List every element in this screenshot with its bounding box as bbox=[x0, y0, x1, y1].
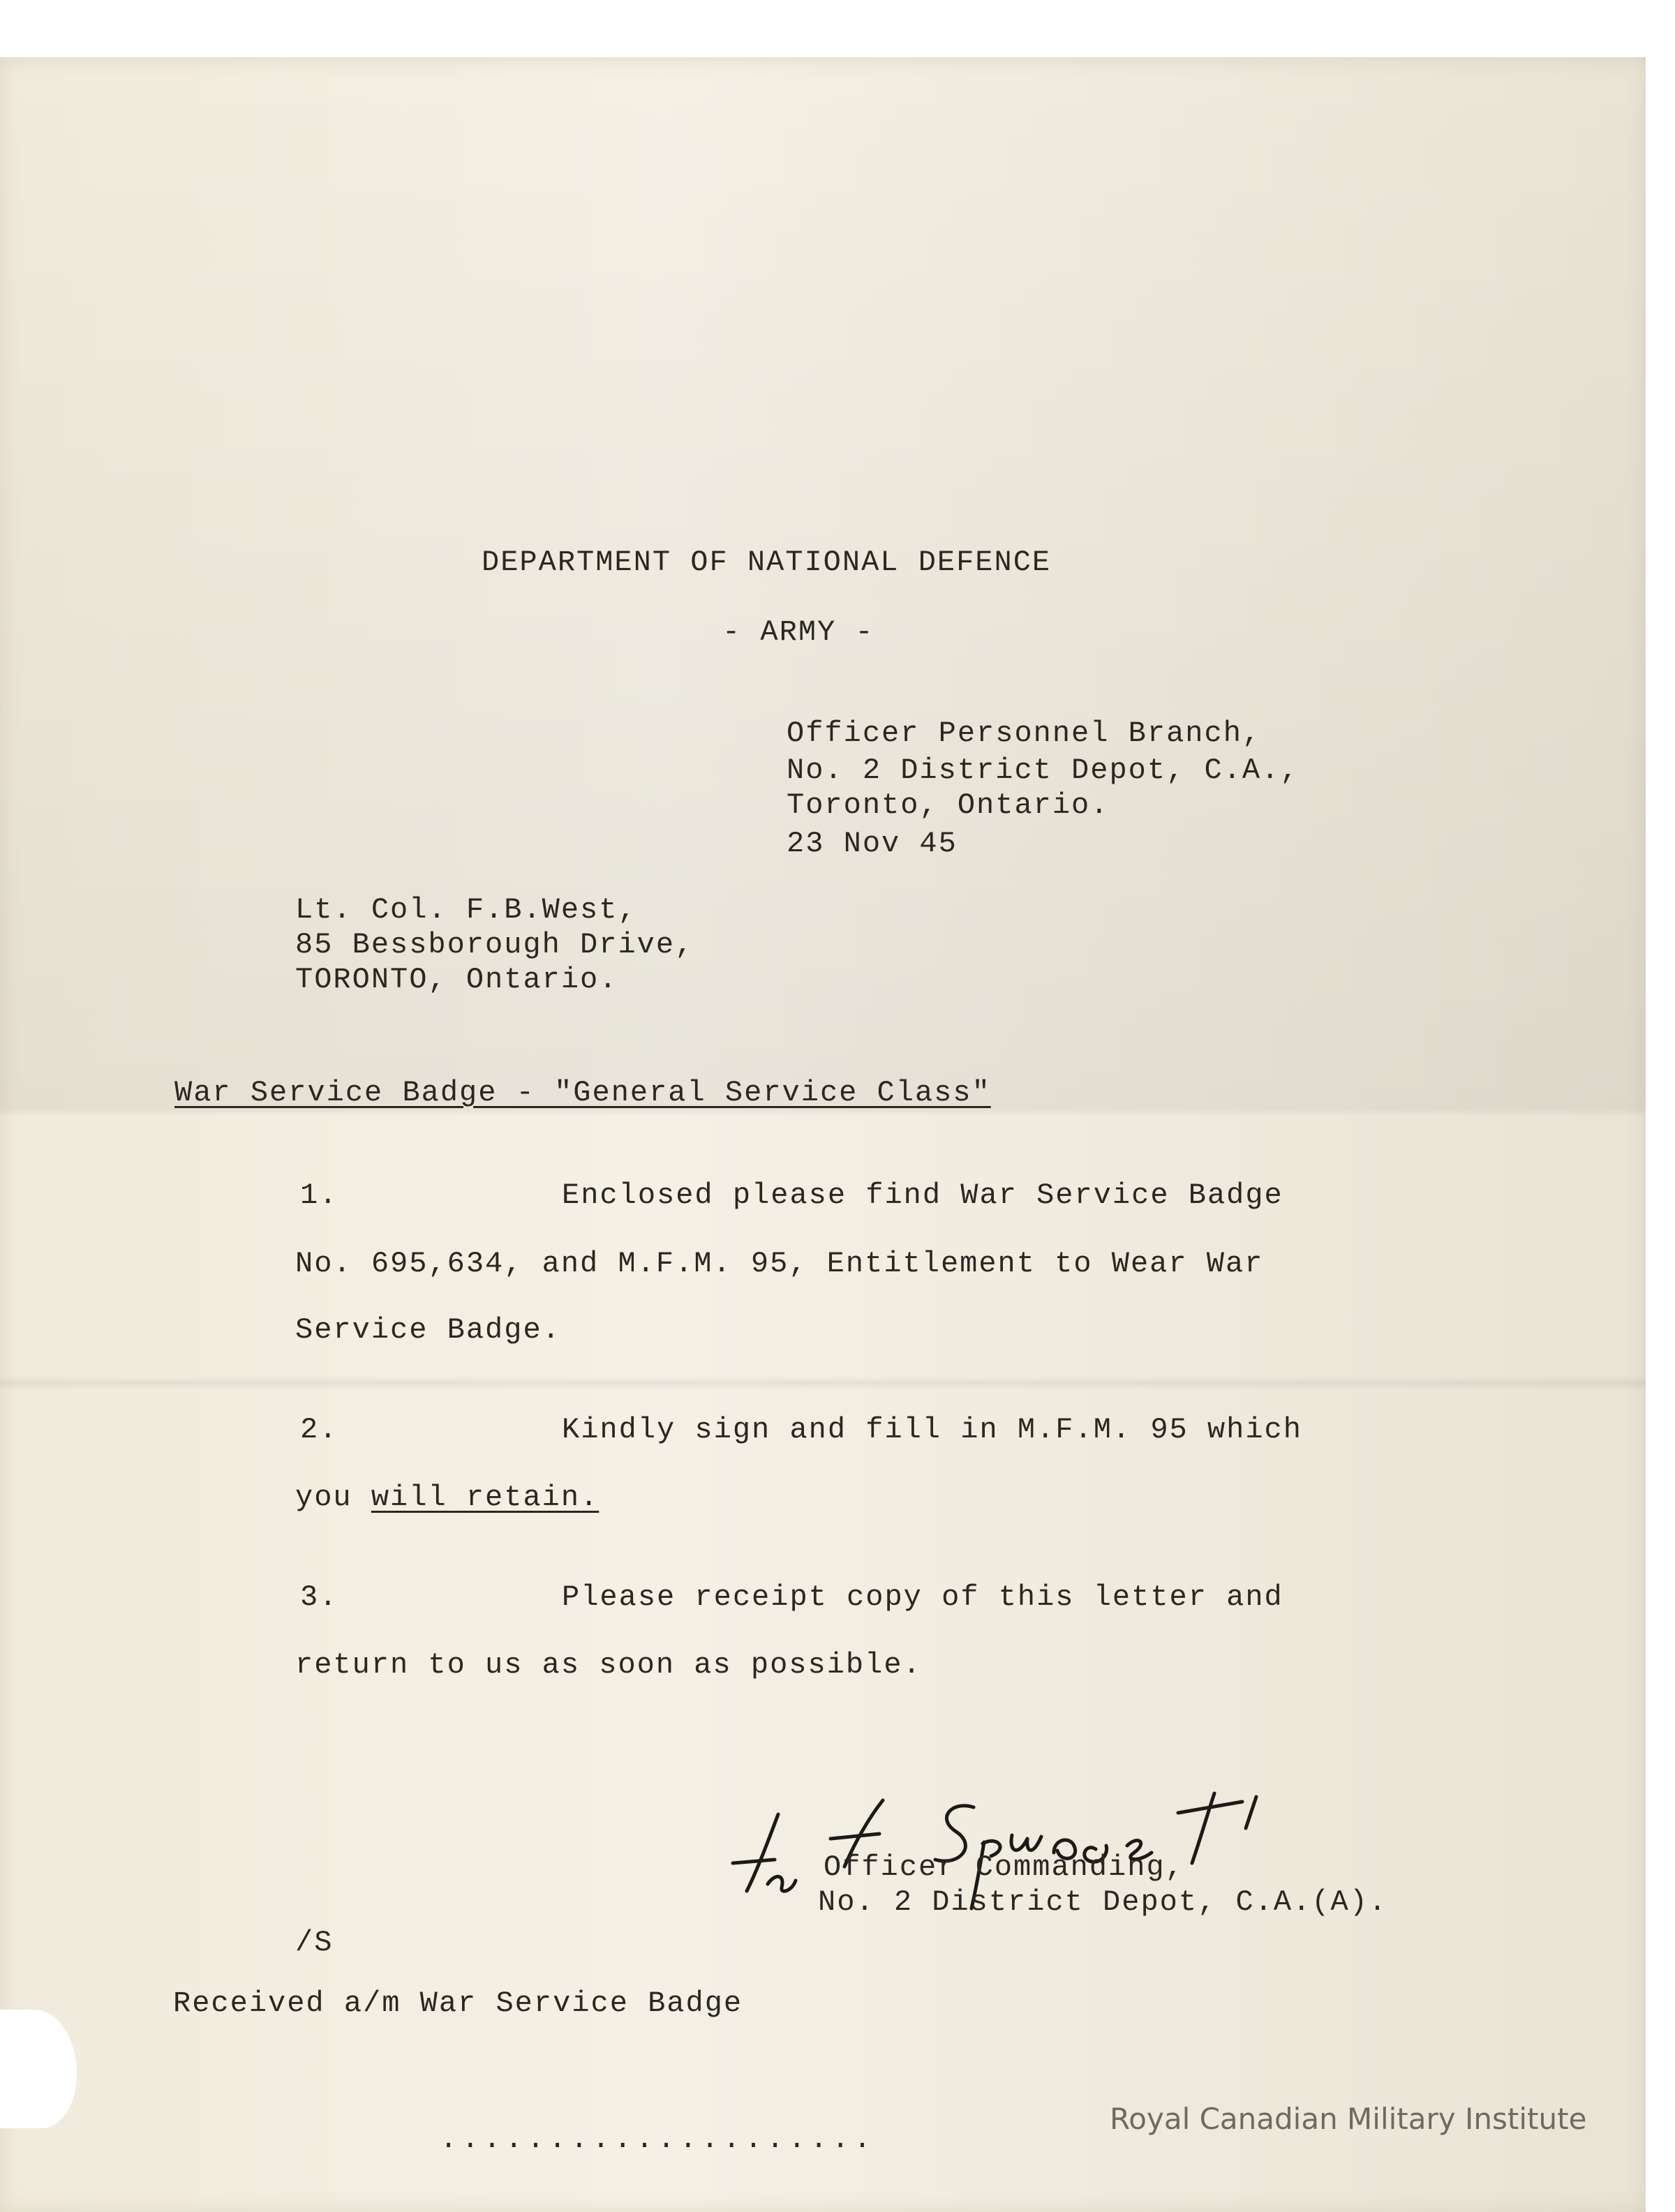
sender-line-3: Toronto, Ontario. bbox=[787, 789, 1110, 822]
paragraph-2-number: 2. bbox=[300, 1413, 338, 1447]
signature-unit: No. 2 District Depot, C.A.(A). bbox=[818, 1885, 1388, 1919]
paragraph-1-line-2: No. 695,634, and M.F.M. 95, Entitlement to Wear War bbox=[295, 1247, 1264, 1280]
sender-line-1: Officer Personnel Branch, bbox=[787, 717, 1262, 750]
sender-line-2: No. 2 District Depot, C.A., bbox=[787, 754, 1300, 787]
watermark: Royal Canadian Military Institute bbox=[1110, 2102, 1587, 2136]
paragraph-2-line-1: Kindly sign and fill in M.F.M. 95 which bbox=[562, 1413, 1302, 1447]
paragraph-1-number: 1. bbox=[300, 1179, 338, 1212]
paragraph-3-line-2: return to us as soon as possible. bbox=[295, 1648, 922, 1682]
paragraph-3-line-1: Please receipt copy of this letter and bbox=[562, 1580, 1283, 1614]
receipt-signature-line: .................... bbox=[440, 2123, 876, 2156]
letterhead-department: DEPARTMENT OF NATIONAL DEFENCE bbox=[482, 546, 1052, 579]
receipt-text: Received a/m War Service Badge bbox=[173, 1987, 743, 2020]
paragraph-2-line-2 bbox=[295, 1483, 599, 1512]
recipient-line-2: 85 Bessborough Drive, bbox=[295, 928, 694, 962]
paragraph-2-underlined-text: will retain. bbox=[371, 1481, 600, 1514]
letter-date: 23 Nov 45 bbox=[787, 827, 958, 860]
letterhead-branch: - ARMY - bbox=[722, 615, 874, 649]
recipient-line-3: TORONTO, Ontario. bbox=[295, 963, 618, 996]
typist-initials: /S bbox=[295, 1926, 334, 1959]
paragraph-1-line-1: Enclosed please find War Service Badge bbox=[562, 1179, 1283, 1212]
paragraph-1-line-3: Service Badge. bbox=[295, 1313, 561, 1347]
paragraph-2-line-2-start: you bbox=[295, 1481, 371, 1514]
subject-line: War Service Badge - "General Service Class" bbox=[174, 1076, 991, 1109]
signature-title: Officer Commanding, bbox=[824, 1851, 1184, 1884]
recipient-line-1: Lt. Col. F.B.West, bbox=[295, 893, 637, 927]
paragraph-3-number: 3. bbox=[300, 1580, 338, 1614]
